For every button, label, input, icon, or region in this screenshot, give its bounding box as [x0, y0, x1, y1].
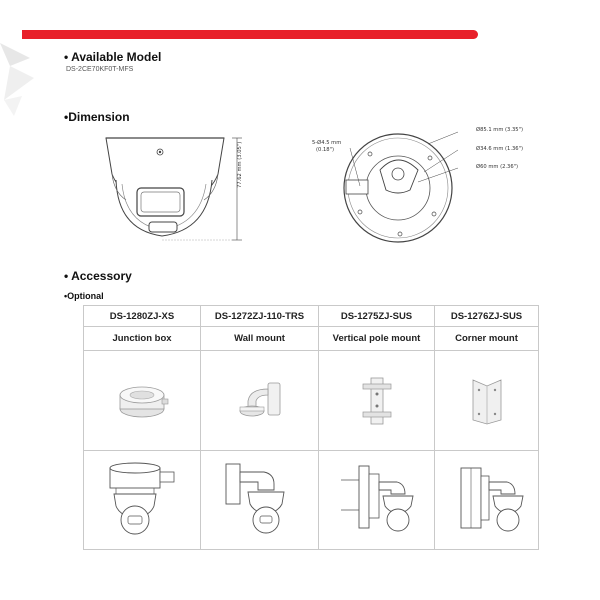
accessory-model-3: DS-1275ZJ-SUS [319, 306, 435, 327]
wall-mount-image [201, 351, 319, 451]
screw-hole-label: 5-Ø4.5 mm (0.18") [312, 140, 342, 153]
junction-box-image [84, 351, 201, 451]
diameter-mid-label: Ø60 mm (2.36") [476, 164, 519, 170]
diameter-inner-label: Ø34.6 mm (1.36") [476, 146, 524, 152]
accessory-table [83, 305, 539, 550]
accessory-name-4: Corner mount [435, 327, 539, 351]
table-row-models [84, 306, 539, 327]
height-dimension-label: 77.62 mm (3.05") [237, 141, 243, 188]
corner-mount-installed-image [435, 451, 539, 550]
diameter-outer-label: Ø85.1 mm (3.35") [476, 127, 524, 133]
decorative-shard-icon [0, 38, 60, 118]
accessory-name-2: Wall mount [201, 327, 319, 351]
table-row-names [84, 327, 539, 351]
optional-subheading: •Optional [64, 291, 104, 301]
vertical-pole-mount-image [319, 351, 435, 451]
accessory-model-4: DS-1276ZJ-SUS [435, 306, 539, 327]
wall-mount-installed-image [201, 451, 319, 550]
accessory-name-1: Junction box [84, 327, 201, 351]
accessory-name-3: Vertical pole mount [319, 327, 435, 351]
corner-mount-image [435, 351, 539, 451]
accessory-heading: • Accessory [64, 269, 132, 283]
accessory-model-2: DS-1272ZJ-110-TRS [201, 306, 319, 327]
camera-side-view-drawing [100, 130, 260, 252]
junction-box-installed-image [84, 451, 201, 550]
table-row-installation-images [84, 451, 539, 550]
model-number: DS-2CE70KF0T-MFS [66, 66, 134, 73]
table-row-product-images [84, 351, 539, 451]
accessory-model-1: DS-1280ZJ-XS [84, 306, 201, 327]
available-model-heading: • Available Model [64, 50, 162, 64]
camera-bottom-view-drawing [340, 130, 460, 250]
header-red-bar [22, 30, 478, 39]
dimension-heading: •Dimension [64, 110, 130, 124]
vertical-pole-mount-installed-image [319, 451, 435, 550]
